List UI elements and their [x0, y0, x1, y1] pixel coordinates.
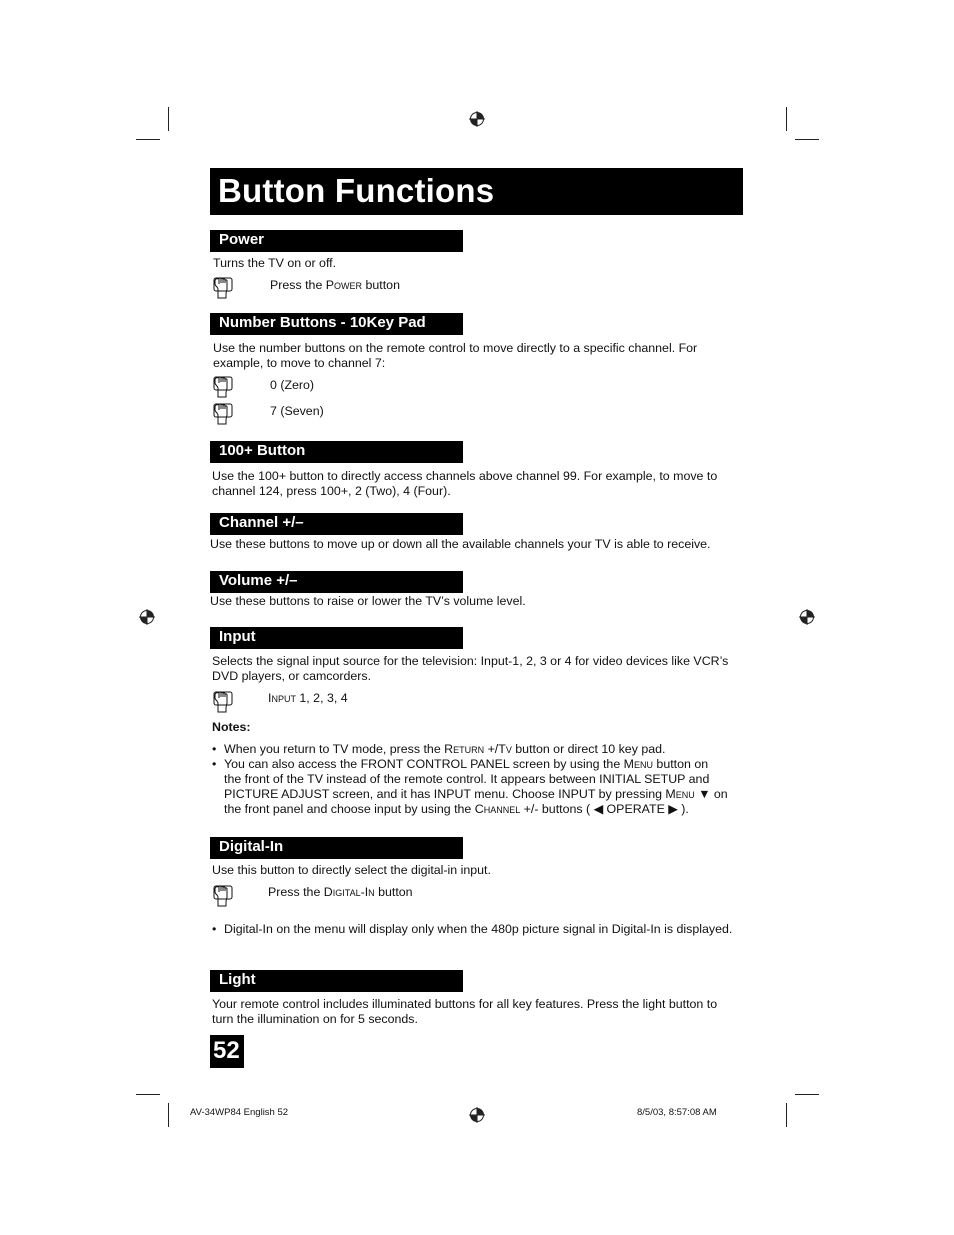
- section-heading: 100+ Button: [219, 442, 306, 459]
- section-header-channel: [210, 513, 463, 535]
- crop-mark: [786, 107, 787, 131]
- section-header-light: [210, 970, 463, 992]
- light-description-line: turn the illumination on for 5 seconds.: [212, 1012, 418, 1026]
- crop-mark: [136, 1094, 160, 1095]
- number-step: 7 (Seven): [270, 404, 324, 418]
- note-item: • Digital-In on the menu will display only when the 480p picture signal in Digital-In is displayed.: [212, 922, 733, 936]
- press-button-icon: [212, 402, 236, 426]
- note-item: • When you return to TV mode, press the Return +/Tv button or direct 10 key pad.: [212, 742, 666, 756]
- hundred-description-line: Use the 100+ button to directly access channels above channel 99. For example, to move to: [212, 469, 718, 483]
- number-description-line: example, to move to channel 7:: [213, 356, 386, 370]
- section-heading: Number Buttons - 10Key Pad: [219, 314, 426, 331]
- crop-mark: [168, 107, 169, 131]
- crop-mark: [786, 1103, 787, 1127]
- crop-mark: [136, 139, 160, 140]
- number-step: 0 (Zero): [270, 378, 315, 392]
- digital-description: Use this button to directly select the digital-in input.: [212, 863, 491, 877]
- bullet: •: [212, 757, 217, 771]
- registration-mark-icon: [469, 1107, 485, 1123]
- page-number-box: [210, 1035, 244, 1068]
- section-heading: Digital-In: [219, 838, 284, 855]
- section-header-number-buttons: [210, 313, 463, 335]
- power-description: Turns the TV on or off.: [213, 256, 337, 270]
- input-description-line: DVD players, or camcorders.: [212, 669, 372, 683]
- section-heading: Power: [219, 231, 265, 248]
- section-header-digital-in: [210, 837, 463, 859]
- channel-description: Use these buttons to move up or down all the available channels your TV is able to receive.: [210, 537, 711, 551]
- footer-right: 8/5/03, 8:57:08 AM: [637, 1107, 717, 1118]
- crop-mark: [795, 1094, 819, 1095]
- bullet: •: [212, 922, 217, 936]
- section-heading: Volume +/–: [219, 572, 298, 589]
- press-button-icon: [212, 276, 236, 300]
- section-header-input: [210, 627, 463, 649]
- input-step: Input 1, 2, 3, 4: [268, 691, 348, 705]
- registration-mark-icon: [139, 609, 155, 625]
- section-header-volume: [210, 571, 463, 593]
- press-button-icon: [212, 690, 236, 714]
- registration-mark-icon: [799, 609, 815, 625]
- section-heading: Channel +/–: [219, 514, 304, 531]
- registration-mark-icon: [469, 111, 485, 127]
- section-heading: Light: [219, 971, 256, 988]
- section-heading: Input: [219, 628, 256, 645]
- page-number: 52: [213, 1037, 240, 1064]
- page-title-bar: [210, 168, 743, 215]
- power-step: Press the Power button: [270, 278, 400, 292]
- footer-left: AV-34WP84 English 52: [190, 1107, 289, 1118]
- press-button-icon: [212, 375, 236, 399]
- press-button-icon: [212, 884, 236, 908]
- page-title: Button Functions: [218, 172, 495, 209]
- note-item: • You can also access the FRONT CONTROL PANEL screen by using the Menu button on the front of the TV instead of the remote control. It appears between INITIAL SETUP and PICTURE ADJUST screen, and it has INPUT menu. Choose INPUT by pressing Menu ▼ on the front panel and choose input by using the Channel +/- buttons ( ◀ OPERATE ▶ ).: [212, 757, 728, 816]
- crop-mark: [168, 1103, 169, 1127]
- digital-step: Press the Digital-In button: [268, 885, 413, 899]
- crop-mark: [795, 139, 819, 140]
- volume-description: Use these buttons to raise or lower the TV’s volume level.: [210, 594, 526, 608]
- light-description-line: Your remote control includes illuminated buttons for all key features. Press the light button to: [212, 997, 718, 1011]
- number-description-line: Use the number buttons on the remote control to move directly to a specific channel. For: [213, 341, 698, 355]
- hundred-description-line: channel 124, press 100+, 2 (Two), 4 (Four).: [212, 484, 451, 498]
- notes-label: Notes:: [212, 720, 251, 734]
- bullet: •: [212, 742, 217, 756]
- section-header-100-plus: [210, 441, 463, 463]
- section-header-power: [210, 230, 463, 252]
- input-description-line: Selects the signal input source for the television: Input-1, 2, 3 or 4 for video devices like VCR’s: [212, 654, 729, 668]
